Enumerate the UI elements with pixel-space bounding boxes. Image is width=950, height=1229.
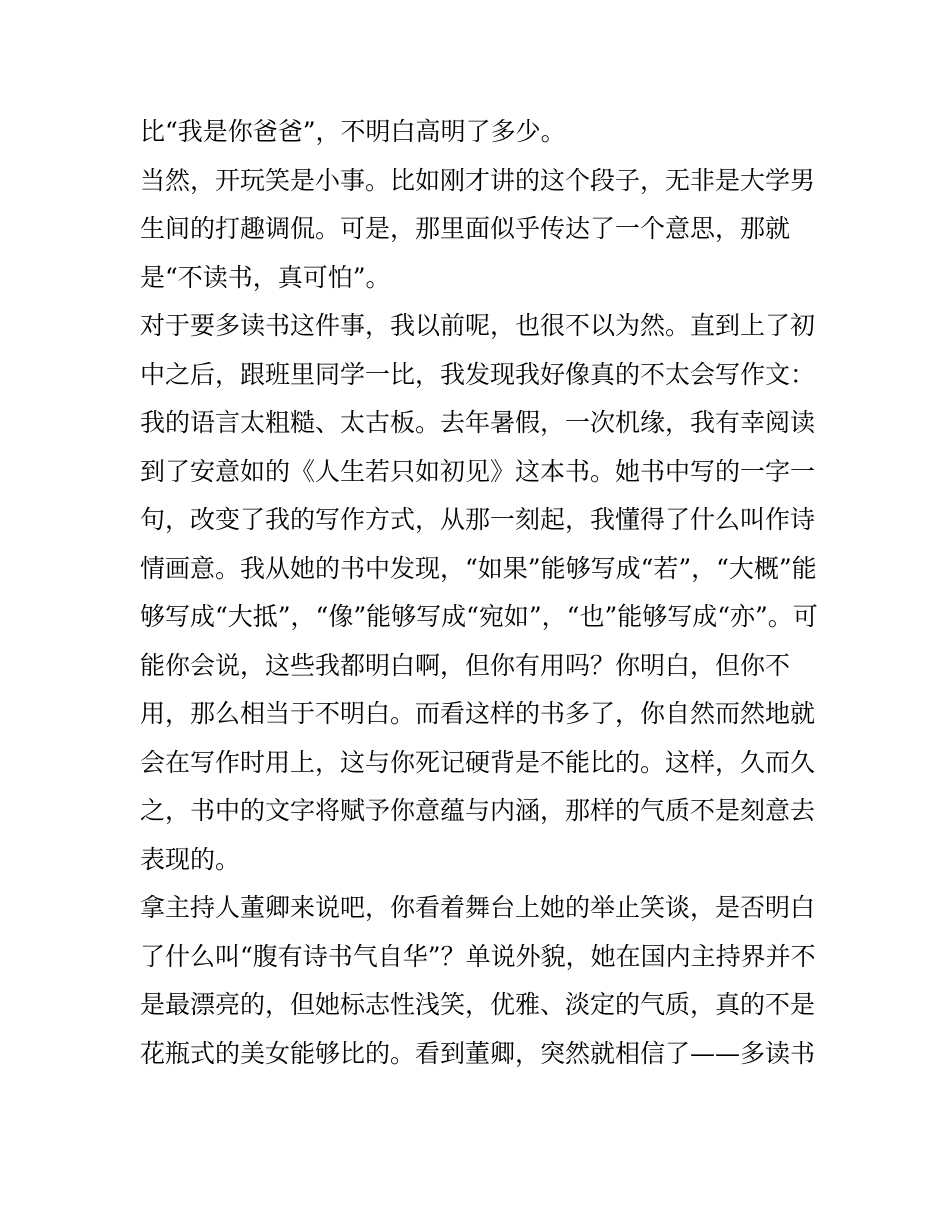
text-line: 是最漂亮的，但她标志性浅笑，优雅、淡定的气质，真的不是 xyxy=(140,990,816,1019)
text-line: 能你会说，这些我都明白啊，但你有用吗？你明白，但你不 xyxy=(140,650,791,680)
text-line: 会在写作时用上，这与你死记硬背是不能比的。这样，久而久 xyxy=(140,747,816,777)
text-line: 之，书中的文字将赋予你意蕴与内涵，那样的气质不是刻意去 xyxy=(140,796,816,825)
text-line: 花瓶式的美女能够比的。看到董卿，突然就相信了——多读书 xyxy=(140,1038,816,1068)
text-line: 中之后，跟班里同学一比，我发现我好像真的不太会写作文： xyxy=(140,359,816,389)
text-line: 够写成“大抵”，“像”能够写成“宛如”，“也”能够写成“亦”。可 xyxy=(140,602,818,631)
text-line: 是“不读书，真可怕”。 xyxy=(140,262,391,292)
text-line: 用，那么相当于不明白。而看这样的书多了，你自然而然地就 xyxy=(140,699,816,728)
text-line: 生间的打趣调侃。可是，那里面似乎传达了一个意思，那就 xyxy=(140,214,791,243)
text-line: 比“我是你爸爸”，不明白高明了多少。 xyxy=(140,117,566,146)
text-line: 句，改变了我的写作方式，从那一刻起，我懂得了什么叫作诗 xyxy=(140,505,816,534)
text-line: 了什么叫“腹有诗书气自华”？单说外貌，她在国内主持界并不 xyxy=(140,941,816,971)
text-line: 我的语言太粗糙、太古板。去年暑假，一次机缘，我有幸阅读 xyxy=(140,408,816,437)
text-line: 情画意。我从她的书中发现，“如果”能够写成“若”，“大概”能 xyxy=(140,553,817,583)
text-line: 对于要多读书这件事，我以前呢，也很不以为然。直到上了初 xyxy=(140,311,816,340)
text-line: 当然，开玩笑是小事。比如刚才讲的这个段子，无非是大学男 xyxy=(140,165,816,195)
text-line: 拿主持人董卿来说吧，你看着舞台上她的举止笑谈，是否明白 xyxy=(140,893,816,922)
text-line: 表现的。 xyxy=(140,844,241,874)
text-line: 到了安意如的《人生若只如初见》这本书。她书中写的一字一 xyxy=(140,456,816,486)
document-body xyxy=(140,108,820,1078)
